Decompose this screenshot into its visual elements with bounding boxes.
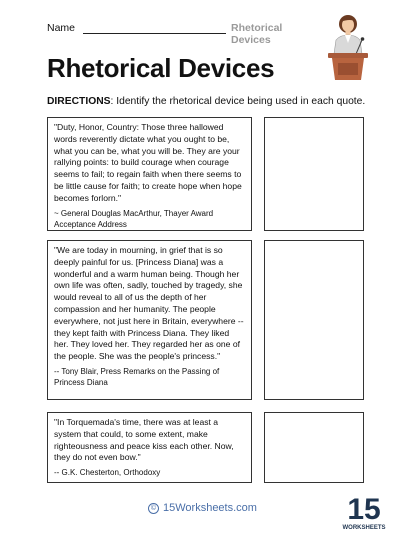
directions-text: : Identify the rhetorical device being used in each quote. (110, 96, 366, 107)
quote-source-1: ~ General Douglas MacArthur, Thayer Award Acceptance Address (54, 208, 214, 229)
logo-word: WORKSHEETS (342, 525, 386, 531)
quote-box-3 (47, 412, 252, 483)
quote-box-2 (47, 240, 252, 400)
quote-source-3: -- G.K. Chesterton, Orthodoxy (54, 468, 161, 478)
answer-box-3[interactable] (264, 412, 364, 483)
footer-site-text: 15Worksheets.com (163, 502, 257, 514)
footer-site-link[interactable] (148, 502, 257, 514)
directions-label: DIRECTIONS (47, 96, 111, 107)
answer-box-1[interactable] (264, 117, 364, 231)
directions (47, 96, 365, 107)
15-worksheets-logo (342, 488, 386, 532)
quote-text-2: "We are today in mourning, in grief that is so deeply painful for us. [Princess Diana] was a wonderful and a warm human being. Though her own life was often, sadly, touched by tragedy, she would reveal to all of us the depth of her compassion and her humanity. The people everywhere, not just here in Britain, everywhere -- they kept faith with Princess Diana. They liked her. They loved her. They regarded her as one of the people. She was the people's princess." (54, 245, 244, 362)
name-label: Name (47, 22, 76, 34)
quote-box-1 (47, 117, 252, 231)
name-line[interactable] (83, 33, 226, 34)
worksheet-header (47, 22, 297, 46)
quote-text-3: "In Torquemada's time, there was at least a system that could, to some extent, make righteousness and peace kiss each other. Now, they do not even bow." (54, 417, 234, 463)
copyright-icon: © (148, 503, 159, 514)
answer-box-2[interactable] (264, 240, 364, 400)
page-title: Rhetorical Devices (47, 53, 275, 83)
quote-source-2: -- Tony Blair, Press Remarks on the Passing of Princess Diana (54, 366, 220, 387)
header-topic: Rhetorical Devices (231, 22, 283, 46)
quote-text-1: "Duty, Honor, Country: Those three hallowed words reverently dictate what you ought to be, what you can be, what you will be. They are your rallying points: to build courage when courage seems to fail; to regain faith when there seems to be little cause for faith; to create hope when hope becomes forlorn." (54, 122, 242, 203)
logo-number: 15 (347, 493, 381, 526)
speaker-at-podium-illustration (318, 10, 378, 82)
